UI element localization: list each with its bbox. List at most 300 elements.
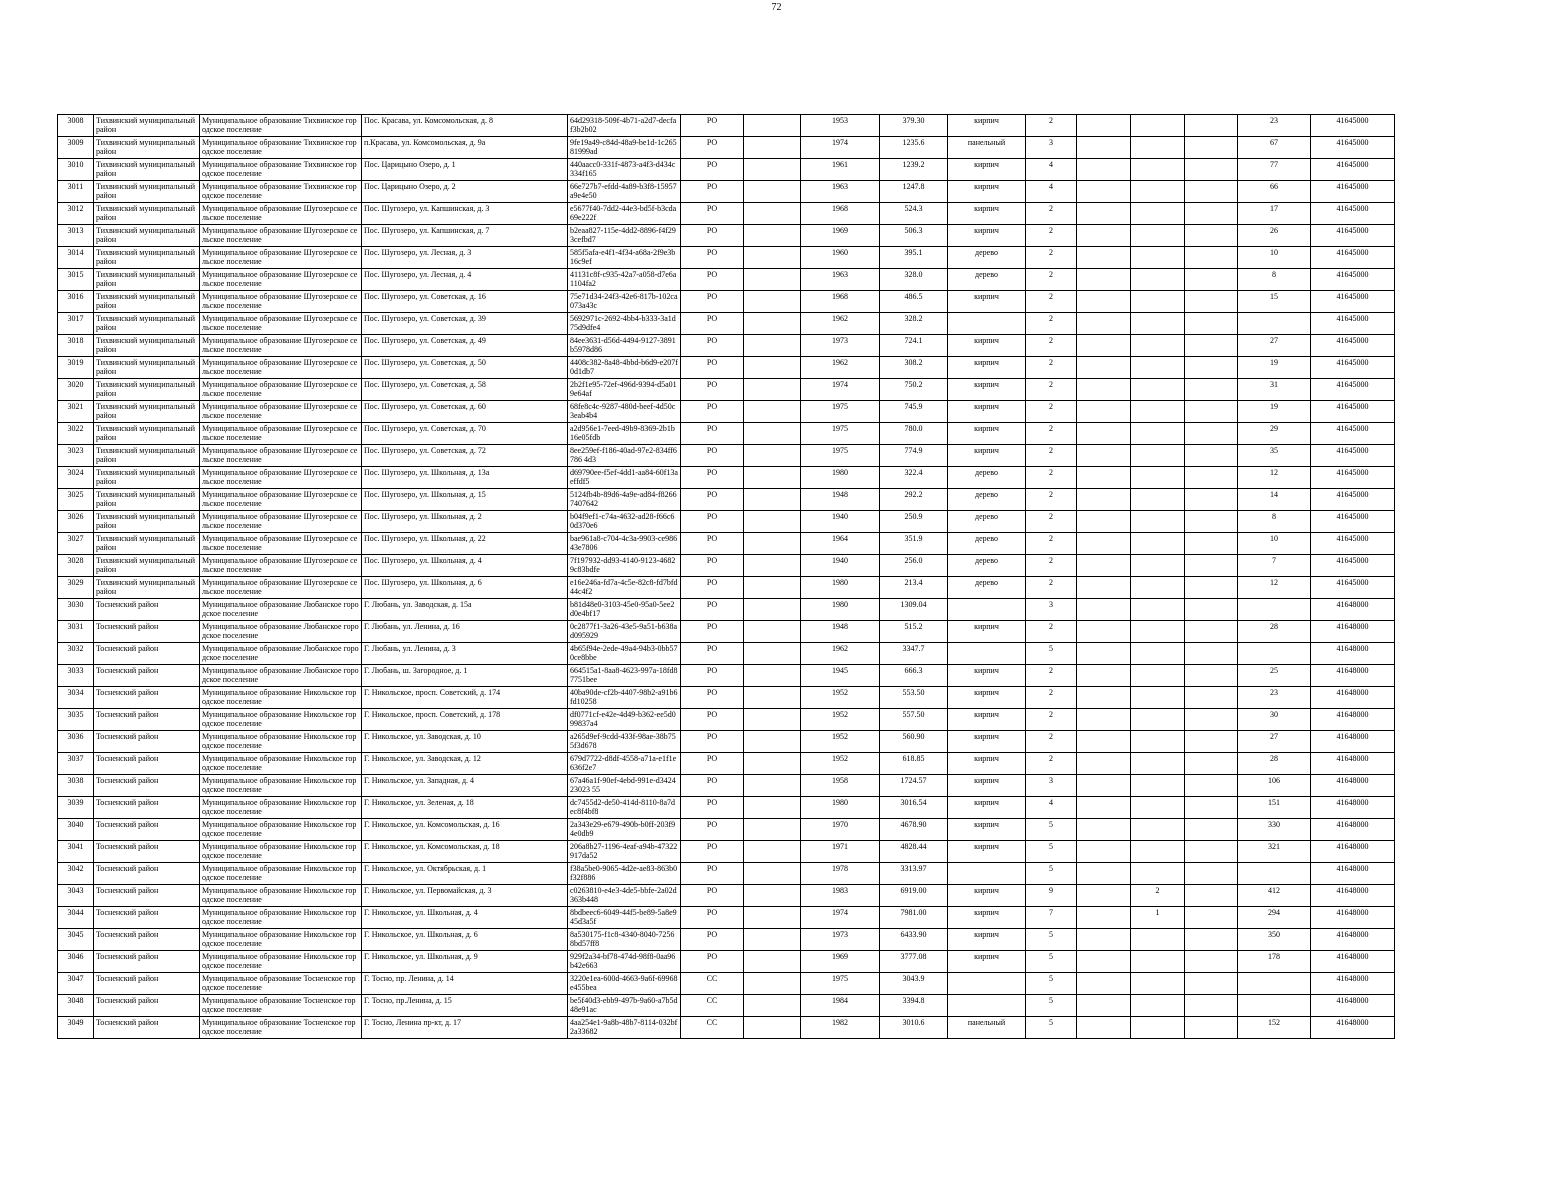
cell-district: Тосненский район: [94, 973, 200, 995]
cell-floors: 7: [1026, 907, 1077, 929]
cell-empty-col-2: [1077, 995, 1131, 1017]
cell-empty-col-3: [1185, 577, 1238, 599]
cell-address: Пос. Шугозеро, ул. Советская, д. 39: [362, 313, 568, 335]
cell-empty-col-3: [1185, 643, 1238, 665]
cell-district: Тосненский район: [94, 907, 200, 929]
cell-guid: 5692971c-2692-4bb4-b333-3a1d75d9dfe4: [568, 313, 681, 335]
cell-municipality: Муниципальное образование Тихвинское городское поселение: [200, 181, 362, 203]
cell-year-built: 1973: [801, 335, 880, 357]
cell-guid: 9fe19a49-c84d-48a9-be1d-1c26581999ad: [568, 137, 681, 159]
cell-empty-col-3: [1185, 115, 1238, 137]
cell-area: 1235.6: [880, 137, 948, 159]
cell-elevators: [1131, 445, 1185, 467]
cell-oktmo: 41648000: [1311, 819, 1395, 841]
cell-municipality: Муниципальное образование Никольское городское поселение: [200, 709, 362, 731]
cell-residents: [1238, 973, 1311, 995]
cell-area: 308.2: [880, 357, 948, 379]
cell-row-number: 3049: [58, 1017, 94, 1039]
cell-district: Тихвинский муниципальный район: [94, 225, 200, 247]
cell-guid: b2eaa827-115e-4dd2-8896-f4f293cefbd7: [568, 225, 681, 247]
cell-municipality: Муниципальное образование Тосненское городское поселение: [200, 995, 362, 1017]
cell-floors: 2: [1026, 115, 1077, 137]
cell-district: Тосненский район: [94, 665, 200, 687]
table-row: [58, 951, 1395, 973]
cell-address: Пос. Шугозеро, ул. Школьная, д. 2: [362, 511, 568, 533]
cell-wall-material: дерево: [948, 467, 1026, 489]
cell-municipality: Муниципальное образование Тихвинское городское поселение: [200, 115, 362, 137]
cell-row-number: 3012: [58, 203, 94, 225]
cell-row-number: 3016: [58, 291, 94, 313]
cell-wall-material: панельный: [948, 1017, 1026, 1039]
cell-category: РО: [681, 269, 744, 291]
cell-empty-col-2: [1077, 137, 1131, 159]
cell-municipality: Муниципальное образование Любанское городское поселение: [200, 599, 362, 621]
cell-empty-col: [744, 181, 801, 203]
cell-guid: 64d29318-509f-4b71-a2d7-decfaf3b2b02: [568, 115, 681, 137]
cell-residents: [1238, 995, 1311, 1017]
cell-municipality: Муниципальное образование Шугозерское сельское поселение: [200, 335, 362, 357]
cell-category: РО: [681, 357, 744, 379]
cell-area: 515.2: [880, 621, 948, 643]
table-row: [58, 599, 1395, 621]
cell-guid: 4b65f94e-2ede-49a4-94b3-0bb570ce8bbe: [568, 643, 681, 665]
cell-municipality: Муниципальное образование Шугозерское сельское поселение: [200, 269, 362, 291]
cell-district: Тихвинский муниципальный район: [94, 313, 200, 335]
cell-floors: 2: [1026, 313, 1077, 335]
cell-oktmo: 41645000: [1311, 577, 1395, 599]
cell-guid: 7f197932-dd93-4140-9123-46829c83bdfe: [568, 555, 681, 577]
cell-district: Тихвинский муниципальный район: [94, 445, 200, 467]
cell-oktmo: 41645000: [1311, 291, 1395, 313]
cell-floors: 2: [1026, 291, 1077, 313]
cell-empty-col-3: [1185, 137, 1238, 159]
cell-district: Тихвинский муниципальный район: [94, 555, 200, 577]
table-row: [58, 533, 1395, 555]
cell-empty-col-3: [1185, 555, 1238, 577]
cell-area: 774.9: [880, 445, 948, 467]
cell-wall-material: [948, 863, 1026, 885]
cell-empty-col: [744, 643, 801, 665]
cell-year-built: 1975: [801, 973, 880, 995]
cell-row-number: 3030: [58, 599, 94, 621]
cell-empty-col-2: [1077, 247, 1131, 269]
cell-area: 6919.00: [880, 885, 948, 907]
cell-area: 745.9: [880, 401, 948, 423]
cell-empty-col-3: [1185, 313, 1238, 335]
cell-wall-material: кирпич: [948, 423, 1026, 445]
cell-municipality: Муниципальное образование Тосненское городское поселение: [200, 973, 362, 995]
cell-category: РО: [681, 181, 744, 203]
cell-floors: 2: [1026, 687, 1077, 709]
cell-guid: c0263810-e4e3-4de5-bbfe-2a02d363b448: [568, 885, 681, 907]
cell-empty-col: [744, 863, 801, 885]
cell-oktmo: 41648000: [1311, 841, 1395, 863]
cell-oktmo: 41645000: [1311, 467, 1395, 489]
cell-row-number: 3019: [58, 357, 94, 379]
cell-year-built: 1961: [801, 159, 880, 181]
cell-elevators: [1131, 401, 1185, 423]
cell-category: РО: [681, 731, 744, 753]
cell-category: РО: [681, 115, 744, 137]
cell-district: Тосненский район: [94, 731, 200, 753]
cell-address: Пос. Шугозеро, ул. Школьная, д. 22: [362, 533, 568, 555]
table-row: [58, 819, 1395, 841]
cell-address: Г. Тосно, Ленина пр-кт, д. 17: [362, 1017, 568, 1039]
table-row: [58, 841, 1395, 863]
cell-guid: be5f40d3-ebb9-497b-9a60-a7b5d48e91ac: [568, 995, 681, 1017]
cell-residents: 330: [1238, 819, 1311, 841]
cell-year-built: 1964: [801, 533, 880, 555]
cell-category: РО: [681, 951, 744, 973]
cell-empty-col-3: [1185, 357, 1238, 379]
cell-guid: 3220e1ea-600d-4663-9a6f-69968e455bea: [568, 973, 681, 995]
cell-address: Г. Никольское, ул. Первомайская, д. 3: [362, 885, 568, 907]
cell-district: Тосненский район: [94, 885, 200, 907]
cell-floors: 5: [1026, 995, 1077, 1017]
cell-elevators: [1131, 1017, 1185, 1039]
cell-empty-col: [744, 489, 801, 511]
cell-guid: 2b2f1e95-72ef-496d-9394-d5a019e64af: [568, 379, 681, 401]
cell-floors: 2: [1026, 423, 1077, 445]
cell-guid: 4408c382-8a48-4bbd-b6d9-e207f0d1db7: [568, 357, 681, 379]
table-row: [58, 335, 1395, 357]
cell-row-number: 3023: [58, 445, 94, 467]
cell-area: 250.9: [880, 511, 948, 533]
cell-empty-col-2: [1077, 203, 1131, 225]
cell-empty-col: [744, 819, 801, 841]
cell-address: Пос. Шугозеро, ул. Капшинская, д. 3: [362, 203, 568, 225]
cell-empty-col-2: [1077, 775, 1131, 797]
cell-district: Тосненский район: [94, 841, 200, 863]
cell-row-number: 3037: [58, 753, 94, 775]
cell-year-built: 1945: [801, 665, 880, 687]
cell-elevators: [1131, 577, 1185, 599]
table-row: [58, 225, 1395, 247]
cell-empty-col-3: [1185, 379, 1238, 401]
cell-row-number: 3035: [58, 709, 94, 731]
table-row: [58, 137, 1395, 159]
cell-residents: 178: [1238, 951, 1311, 973]
cell-residents: [1238, 599, 1311, 621]
cell-empty-col: [744, 841, 801, 863]
cell-empty-col-3: [1185, 687, 1238, 709]
cell-guid: 66e727b7-efdd-4a89-b3f8-15957a9e4e50: [568, 181, 681, 203]
cell-oktmo: 41645000: [1311, 181, 1395, 203]
cell-wall-material: кирпич: [948, 181, 1026, 203]
cell-floors: 2: [1026, 467, 1077, 489]
cell-oktmo: 41648000: [1311, 775, 1395, 797]
cell-floors: 2: [1026, 709, 1077, 731]
cell-empty-col: [744, 951, 801, 973]
cell-empty-col-3: [1185, 599, 1238, 621]
cell-empty-col-3: [1185, 269, 1238, 291]
cell-year-built: 1963: [801, 181, 880, 203]
cell-empty-col-2: [1077, 577, 1131, 599]
cell-row-number: 3027: [58, 533, 94, 555]
cell-empty-col-3: [1185, 929, 1238, 951]
cell-address: Пос. Шугозеро, ул. Школьная, д. 4: [362, 555, 568, 577]
cell-empty-col-2: [1077, 313, 1131, 335]
cell-row-number: 3029: [58, 577, 94, 599]
cell-elevators: [1131, 379, 1185, 401]
cell-floors: 5: [1026, 973, 1077, 995]
cell-category: РО: [681, 137, 744, 159]
cell-district: Тихвинский муниципальный район: [94, 247, 200, 269]
cell-year-built: 1973: [801, 929, 880, 951]
cell-empty-col-2: [1077, 819, 1131, 841]
table-row: [58, 687, 1395, 709]
cell-guid: 4aa254e1-9a8b-48b7-8114-032bf2a33682: [568, 1017, 681, 1039]
table-row: [58, 709, 1395, 731]
cell-area: 379.30: [880, 115, 948, 137]
cell-address: Г. Никольское, ул. Школьная, д. 9: [362, 951, 568, 973]
cell-elevators: [1131, 269, 1185, 291]
cell-row-number: 3040: [58, 819, 94, 841]
cell-empty-col-3: [1185, 951, 1238, 973]
cell-area: 557.50: [880, 709, 948, 731]
cell-empty-col-3: [1185, 1017, 1238, 1039]
table-row: [58, 1017, 1395, 1039]
cell-empty-col-3: [1185, 159, 1238, 181]
cell-year-built: 1953: [801, 115, 880, 137]
cell-empty-col-3: [1185, 401, 1238, 423]
cell-municipality: Муниципальное образование Никольское городское поселение: [200, 775, 362, 797]
cell-address: Пос. Царицыно Озеро, д. 1: [362, 159, 568, 181]
cell-guid: df0771cf-e42e-4d49-b362-ee5d099837a4: [568, 709, 681, 731]
cell-district: Тихвинский муниципальный район: [94, 269, 200, 291]
table-row: [58, 423, 1395, 445]
cell-category: РО: [681, 775, 744, 797]
cell-category: РО: [681, 423, 744, 445]
cell-guid: b04f9ef1-c74a-4632-ad28-f66c60d370e6: [568, 511, 681, 533]
cell-empty-col-2: [1077, 1017, 1131, 1039]
cell-elevators: [1131, 709, 1185, 731]
cell-row-number: 3013: [58, 225, 94, 247]
cell-area: 4828.44: [880, 841, 948, 863]
cell-category: СС: [681, 995, 744, 1017]
table-row: [58, 291, 1395, 313]
cell-empty-col: [744, 731, 801, 753]
cell-address: Г. Никольское, просп. Советский, д. 174: [362, 687, 568, 709]
cell-wall-material: кирпич: [948, 665, 1026, 687]
table-row: [58, 269, 1395, 291]
cell-floors: 2: [1026, 225, 1077, 247]
cell-empty-col: [744, 511, 801, 533]
cell-oktmo: 41645000: [1311, 137, 1395, 159]
cell-row-number: 3046: [58, 951, 94, 973]
cell-empty-col-2: [1077, 599, 1131, 621]
cell-oktmo: 41648000: [1311, 665, 1395, 687]
table-row: [58, 753, 1395, 775]
cell-residents: 30: [1238, 709, 1311, 731]
cell-guid: 84ee3631-d56d-4494-9127-3891b5978d86: [568, 335, 681, 357]
cell-municipality: Муниципальное образование Никольское городское поселение: [200, 753, 362, 775]
cell-elevators: [1131, 335, 1185, 357]
cell-floors: 2: [1026, 577, 1077, 599]
cell-guid: 679d7722-d8df-4558-a71a-e1f1e636f2e7: [568, 753, 681, 775]
cell-municipality: Муниципальное образование Тосненское городское поселение: [200, 1017, 362, 1039]
cell-residents: 294: [1238, 907, 1311, 929]
cell-row-number: 3045: [58, 929, 94, 951]
cell-empty-col-2: [1077, 709, 1131, 731]
cell-year-built: 1983: [801, 885, 880, 907]
cell-address: Пос. Шугозеро, ул. Школьная, д. 6: [362, 577, 568, 599]
cell-oktmo: 41645000: [1311, 269, 1395, 291]
cell-oktmo: 41645000: [1311, 445, 1395, 467]
cell-oktmo: 41645000: [1311, 511, 1395, 533]
cell-floors: 5: [1026, 951, 1077, 973]
cell-residents: 28: [1238, 621, 1311, 643]
cell-year-built: 1974: [801, 907, 880, 929]
cell-address: Пос. Шугозеро, ул. Школьная, д. 13а: [362, 467, 568, 489]
table-body: [58, 115, 1395, 1039]
cell-address: Пос. Шугозеро, ул. Советская, д. 16: [362, 291, 568, 313]
cell-year-built: 1940: [801, 511, 880, 533]
cell-guid: 8bdbeec6-6049-44f5-be89-5a8e945d3a5f: [568, 907, 681, 929]
cell-oktmo: 41648000: [1311, 599, 1395, 621]
cell-municipality: Муниципальное образование Никольское городское поселение: [200, 841, 362, 863]
cell-district: Тихвинский муниципальный район: [94, 357, 200, 379]
cell-empty-col-3: [1185, 621, 1238, 643]
cell-address: Г. Тосно, пр. Ленина, д. 14: [362, 973, 568, 995]
cell-oktmo: 41648000: [1311, 621, 1395, 643]
cell-empty-col: [744, 313, 801, 335]
cell-empty-col: [744, 687, 801, 709]
cell-year-built: 1940: [801, 555, 880, 577]
cell-elevators: [1131, 291, 1185, 313]
table-row: [58, 929, 1395, 951]
cell-empty-col-3: [1185, 753, 1238, 775]
cell-floors: 2: [1026, 555, 1077, 577]
cell-district: Тихвинский муниципальный район: [94, 137, 200, 159]
cell-wall-material: [948, 313, 1026, 335]
cell-year-built: 1975: [801, 445, 880, 467]
cell-row-number: 3047: [58, 973, 94, 995]
cell-address: Г. Любань, ул. Заводская, д. 15а: [362, 599, 568, 621]
cell-year-built: 1974: [801, 379, 880, 401]
cell-empty-col-3: [1185, 775, 1238, 797]
cell-category: РО: [681, 621, 744, 643]
cell-category: РО: [681, 335, 744, 357]
cell-elevators: [1131, 819, 1185, 841]
cell-empty-col-3: [1185, 335, 1238, 357]
cell-guid: 68fe8c4c-9287-480d-beef-4d50c3eab4b4: [568, 401, 681, 423]
cell-oktmo: 41648000: [1311, 687, 1395, 709]
cell-category: РО: [681, 577, 744, 599]
cell-wall-material: кирпич: [948, 929, 1026, 951]
cell-empty-col-3: [1185, 489, 1238, 511]
cell-municipality: Муниципальное образование Шугозерское сельское поселение: [200, 291, 362, 313]
cell-floors: 2: [1026, 445, 1077, 467]
cell-elevators: [1131, 841, 1185, 863]
cell-guid: 440aacc0-331f-4873-a4f3-d434c334f165: [568, 159, 681, 181]
table-row: [58, 401, 1395, 423]
cell-district: Тихвинский муниципальный район: [94, 115, 200, 137]
cell-elevators: [1131, 467, 1185, 489]
table-row: [58, 797, 1395, 819]
cell-residents: 7: [1238, 555, 1311, 577]
cell-floors: 5: [1026, 819, 1077, 841]
cell-category: РО: [681, 313, 744, 335]
cell-district: Тосненский район: [94, 863, 200, 885]
table-row: [58, 379, 1395, 401]
cell-year-built: 1980: [801, 599, 880, 621]
cell-year-built: 1975: [801, 401, 880, 423]
cell-guid: bae961a8-c704-4c3a-9903-ce98643e7806: [568, 533, 681, 555]
cell-address: Г. Никольское, ул. Школьная, д. 4: [362, 907, 568, 929]
cell-address: Г. Любань, ш. Загородное, д. 1: [362, 665, 568, 687]
cell-guid: 67a46a1f-90ef-4ebd-991e-d342423023 55: [568, 775, 681, 797]
cell-floors: 5: [1026, 863, 1077, 885]
cell-row-number: 3042: [58, 863, 94, 885]
table-row: [58, 731, 1395, 753]
table-row: [58, 181, 1395, 203]
cell-residents: 151: [1238, 797, 1311, 819]
cell-empty-col: [744, 225, 801, 247]
cell-row-number: 3036: [58, 731, 94, 753]
cell-category: РО: [681, 599, 744, 621]
cell-oktmo: 41648000: [1311, 709, 1395, 731]
cell-empty-col-3: [1185, 247, 1238, 269]
cell-empty-col-2: [1077, 379, 1131, 401]
cell-residents: 350: [1238, 929, 1311, 951]
cell-row-number: 3031: [58, 621, 94, 643]
cell-row-number: 3015: [58, 269, 94, 291]
cell-year-built: 1969: [801, 951, 880, 973]
cell-floors: 2: [1026, 335, 1077, 357]
cell-district: Тосненский район: [94, 995, 200, 1017]
cell-empty-col-2: [1077, 159, 1131, 181]
cell-row-number: 3034: [58, 687, 94, 709]
cell-category: РО: [681, 159, 744, 181]
cell-empty-col-2: [1077, 841, 1131, 863]
cell-year-built: 1978: [801, 863, 880, 885]
cell-residents: 28: [1238, 753, 1311, 775]
cell-empty-col-2: [1077, 423, 1131, 445]
cell-floors: 2: [1026, 357, 1077, 379]
cell-empty-col-2: [1077, 731, 1131, 753]
cell-municipality: Муниципальное образование Шугозерское сельское поселение: [200, 379, 362, 401]
table-row: [58, 973, 1395, 995]
cell-empty-col-2: [1077, 973, 1131, 995]
cell-municipality: Муниципальное образование Любанское городское поселение: [200, 665, 362, 687]
cell-category: РО: [681, 533, 744, 555]
cell-elevators: [1131, 313, 1185, 335]
cell-year-built: 1970: [801, 819, 880, 841]
cell-residents: 77: [1238, 159, 1311, 181]
cell-wall-material: кирпич: [948, 225, 1026, 247]
cell-floors: 2: [1026, 511, 1077, 533]
cell-floors: 3: [1026, 599, 1077, 621]
cell-empty-col: [744, 709, 801, 731]
cell-wall-material: кирпич: [948, 819, 1026, 841]
cell-oktmo: 41648000: [1311, 951, 1395, 973]
cell-oktmo: 41645000: [1311, 555, 1395, 577]
cell-area: 256.0: [880, 555, 948, 577]
cell-elevators: [1131, 665, 1185, 687]
cell-residents: 27: [1238, 731, 1311, 753]
cell-guid: 585f5afa-e4f1-4f34-a68a-2f9e3b16c9ef: [568, 247, 681, 269]
cell-residents: 29: [1238, 423, 1311, 445]
cell-address: Г. Никольское, ул. Комсомольская, д. 18: [362, 841, 568, 863]
cell-empty-col-3: [1185, 511, 1238, 533]
cell-area: 1247.8: [880, 181, 948, 203]
cell-empty-col: [744, 357, 801, 379]
cell-elevators: 1: [1131, 907, 1185, 929]
cell-district: Тосненский район: [94, 753, 200, 775]
cell-address: Пос. Шугозеро, ул. Советская, д. 72: [362, 445, 568, 467]
cell-address: Г. Тосно, пр.Ленина, д. 15: [362, 995, 568, 1017]
